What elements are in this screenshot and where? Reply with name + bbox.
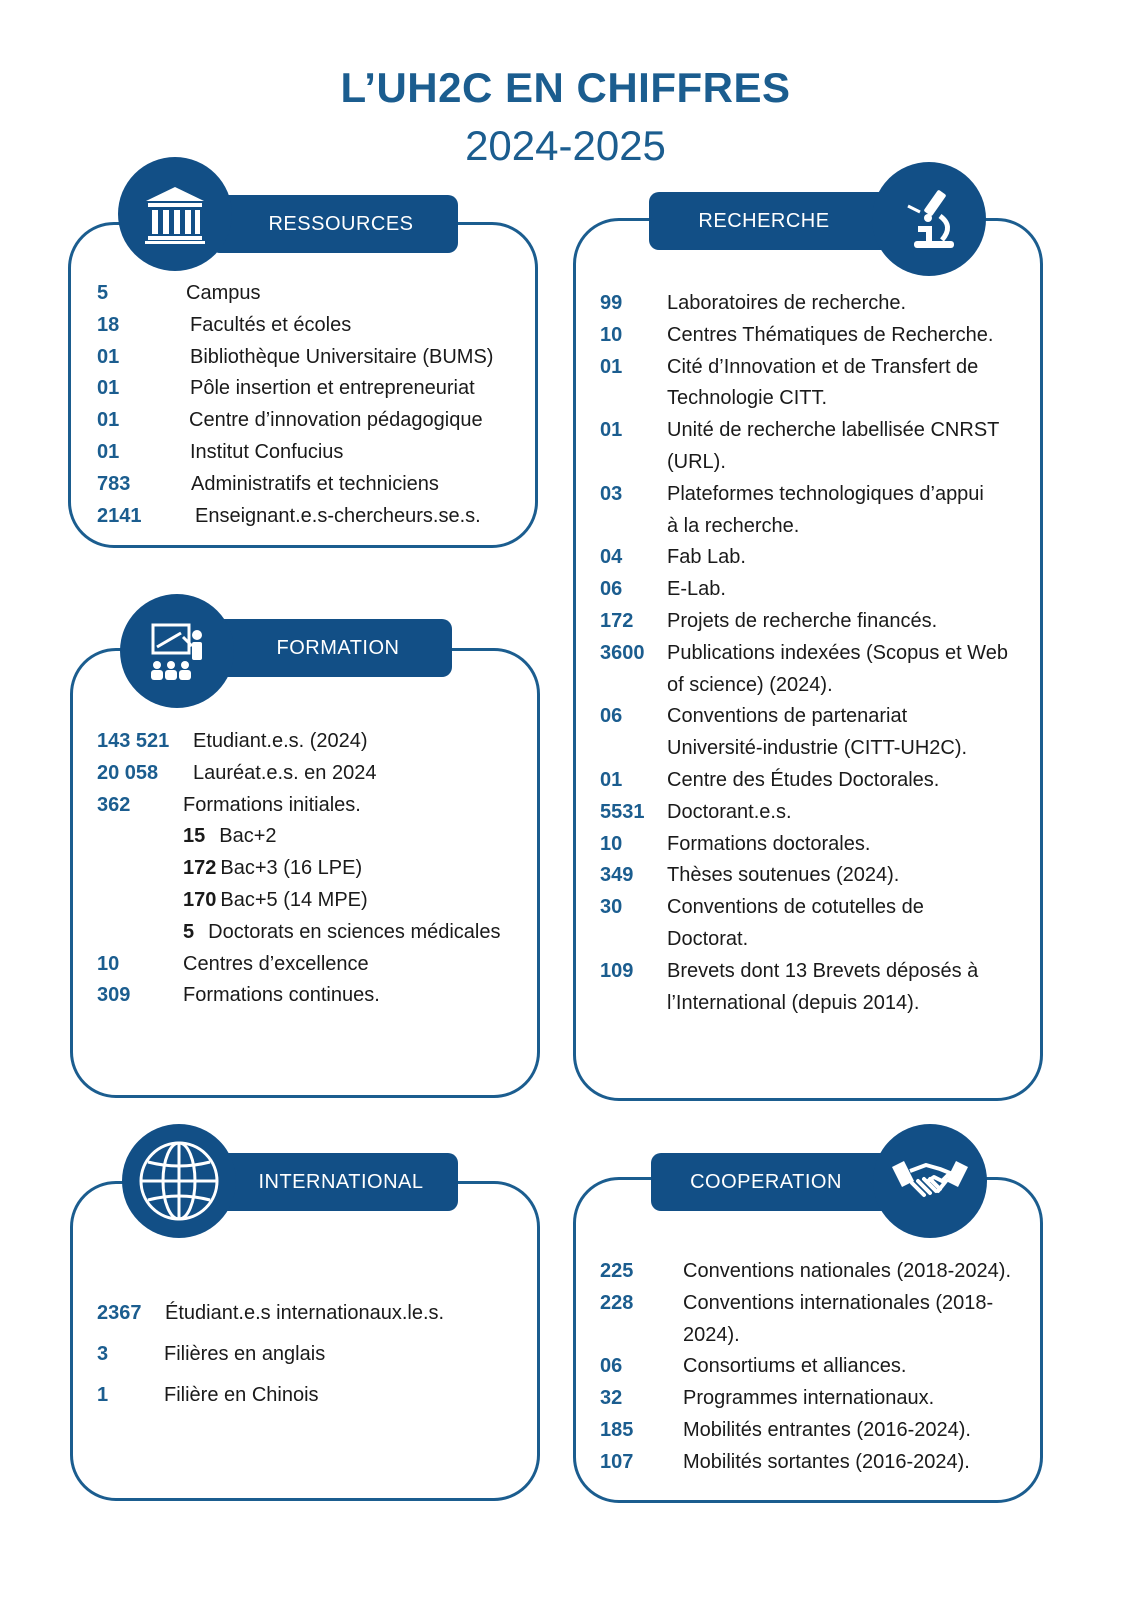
recherche-stat-number: 30 bbox=[600, 896, 623, 919]
recherche-stat-number: 10 bbox=[600, 832, 623, 855]
formation-sub-row bbox=[97, 885, 527, 917]
ressources-row bbox=[97, 469, 527, 501]
international-stat-number: 3 bbox=[97, 1343, 109, 1365]
recherche-row bbox=[600, 479, 1036, 511]
recherche-stat-label-continued: Doctorat. bbox=[667, 927, 749, 950]
recherche-stat-label: Formations doctorales. bbox=[667, 832, 871, 855]
ressources-stat-number: 01 bbox=[97, 409, 120, 432]
ressources-row bbox=[97, 278, 527, 310]
cooperation-row bbox=[600, 1288, 1040, 1320]
ressources-stat-number: 783 bbox=[97, 472, 131, 495]
formation-list bbox=[97, 726, 527, 1012]
recherche-stat-number: 3600 bbox=[600, 641, 645, 664]
formation-sub-number: 5 bbox=[183, 920, 195, 943]
ressources-stat-number: 01 bbox=[97, 345, 120, 368]
formation-stat-label: Etudiant.e.s. (2024) bbox=[193, 730, 368, 752]
formation-sub-row bbox=[97, 917, 527, 949]
recherche-stat-label: Conventions de cotutelles de bbox=[667, 896, 924, 919]
international-stat-label: Filière en Chinois bbox=[164, 1384, 319, 1406]
recherche-row bbox=[600, 415, 1036, 447]
page-title: L’UH2C EN CHIFFRES bbox=[340, 64, 791, 111]
cooperation-stat-number: 107 bbox=[600, 1450, 634, 1473]
recherche-row-continued bbox=[600, 670, 1036, 702]
formation-sub-row bbox=[97, 853, 527, 885]
formation-sub-row bbox=[97, 821, 527, 853]
ressources-stat-label: Facultés et écoles bbox=[190, 313, 352, 336]
ressources-stat-label: Institut Confucius bbox=[190, 440, 344, 463]
recherche-row bbox=[600, 860, 1036, 892]
international-stat-number: 1 bbox=[97, 1384, 109, 1406]
cooperation-stat-label: Consortiums et alliances. bbox=[683, 1355, 907, 1378]
recherche-stat-label: Unité de recherche labellisée CNRST bbox=[667, 419, 1000, 442]
ressources-row bbox=[97, 501, 527, 533]
cooperation-stat-label: Mobilités sortantes (2016-2024). bbox=[683, 1450, 970, 1473]
recherche-row-continued bbox=[600, 511, 1036, 543]
recherche-row bbox=[600, 701, 1036, 733]
ressources-row bbox=[97, 437, 527, 469]
recherche-stat-label: E-Lab. bbox=[667, 578, 726, 601]
international-stat-label: Étudiant.e.s internationaux.le.s. bbox=[165, 1302, 445, 1324]
ressources-stat-label: Pôle insertion et entrepreneuriat bbox=[190, 377, 475, 400]
formation-row bbox=[97, 980, 527, 1012]
formation-sub-number: 170 bbox=[183, 888, 217, 911]
banner-formation-label: FORMATION bbox=[276, 636, 400, 659]
formation-stat-number: 309 bbox=[97, 984, 131, 1007]
recherche-row bbox=[600, 956, 1036, 988]
recherche-stat-number: 01 bbox=[600, 768, 623, 791]
international-row bbox=[97, 1298, 527, 1339]
ressources-row bbox=[97, 405, 527, 437]
international-row bbox=[97, 1380, 527, 1421]
cooperation-stat-label: Programmes internationaux. bbox=[683, 1387, 935, 1410]
formation-row bbox=[97, 758, 527, 790]
recherche-stat-label: Thèses soutenues (2024). bbox=[667, 864, 900, 887]
page-subtitle-year: 2024-2025 bbox=[465, 122, 666, 169]
microscope-icon bbox=[872, 162, 986, 276]
recherche-stat-number: 10 bbox=[600, 323, 623, 346]
recherche-stat-number: 06 bbox=[600, 705, 623, 728]
recherche-row bbox=[600, 288, 1036, 320]
recherche-row bbox=[600, 320, 1036, 352]
cooperation-row bbox=[600, 1447, 1040, 1479]
globe-icon bbox=[122, 1124, 236, 1238]
formation-sub-label: Bac+5 (14 MPE) bbox=[220, 888, 368, 911]
recherche-list bbox=[600, 288, 1036, 1019]
banner-cooperation bbox=[651, 1153, 903, 1211]
institution-icon bbox=[118, 157, 232, 271]
cooperation-row bbox=[600, 1415, 1040, 1447]
recherche-stat-label: Doctorant.e.s. bbox=[667, 800, 792, 823]
international-row bbox=[97, 1339, 527, 1380]
recherche-row bbox=[600, 765, 1036, 797]
handshake-icon bbox=[873, 1124, 987, 1238]
recherche-stat-label: Fab Lab. bbox=[667, 546, 746, 569]
formation-row bbox=[97, 790, 527, 822]
recherche-row-continued bbox=[600, 733, 1036, 765]
recherche-stat-label: Laboratoires de recherche. bbox=[667, 292, 907, 314]
ressources-stat-label: Campus bbox=[186, 282, 261, 304]
formation-sub-label: Bac+2 bbox=[219, 825, 277, 848]
recherche-row bbox=[600, 638, 1036, 670]
recherche-stat-label-continued: à la recherche. bbox=[667, 514, 800, 537]
banner-recherche bbox=[649, 192, 901, 250]
recherche-row bbox=[600, 352, 1036, 384]
recherche-stat-number: 349 bbox=[600, 864, 634, 887]
ressources-row bbox=[97, 310, 527, 342]
recherche-stat-label-continued: of science) (2024). bbox=[667, 673, 833, 696]
recherche-stat-label-continued: Technologie CITT. bbox=[667, 387, 828, 410]
recherche-stat-label: Publications indexées (Scopus et Web bbox=[667, 641, 1008, 664]
recherche-stat-label: Projets de recherche financés. bbox=[667, 609, 938, 632]
recherche-row-continued bbox=[600, 988, 1036, 1020]
recherche-row bbox=[600, 797, 1036, 829]
cooperation-stat-label: Conventions internationales (2018- bbox=[683, 1291, 994, 1314]
recherche-stat-number: 01 bbox=[600, 419, 623, 442]
ressources-stat-label: Centre d’innovation pédagogique bbox=[189, 409, 483, 432]
cooperation-stat-number: 32 bbox=[600, 1387, 623, 1410]
recherche-row-continued bbox=[600, 924, 1036, 956]
formation-stat-number: 10 bbox=[97, 952, 120, 975]
banner-international bbox=[210, 1153, 458, 1211]
banner-formation bbox=[210, 619, 452, 677]
international-stat-number: 2367 bbox=[97, 1302, 142, 1324]
cooperation-stat-label: Mobilités entrantes (2016-2024). bbox=[683, 1418, 971, 1441]
recherche-stat-number: 109 bbox=[600, 959, 634, 982]
formation-stat-number: 143 521 bbox=[97, 730, 170, 752]
recherche-row-continued bbox=[600, 383, 1036, 415]
formation-stat-label: Formations continues. bbox=[183, 984, 380, 1007]
cooperation-stat-number: 185 bbox=[600, 1418, 634, 1441]
banner-recherche-label: RECHERCHE bbox=[698, 209, 830, 232]
recherche-row bbox=[600, 892, 1036, 924]
international-stat-label: Filières en anglais bbox=[164, 1343, 326, 1365]
banner-ressources bbox=[210, 195, 458, 253]
ressources-stat-number: 5 bbox=[97, 282, 109, 304]
cooperation-stat-number: 225 bbox=[600, 1260, 634, 1282]
formation-stat-label: Formations initiales. bbox=[183, 793, 361, 816]
formation-row bbox=[97, 726, 527, 758]
recherche-stat-number: 04 bbox=[600, 546, 623, 569]
recherche-stat-label: Plateformes technologiques d’appui bbox=[667, 482, 984, 505]
cooperation-row bbox=[600, 1383, 1040, 1415]
cooperation-stat-label: Conventions nationales (2018-2024). bbox=[683, 1260, 1011, 1282]
recherche-stat-label-continued: (URL). bbox=[667, 450, 726, 473]
recherche-stat-number: 06 bbox=[600, 578, 623, 601]
recherche-stat-number: 99 bbox=[600, 292, 623, 314]
formation-stat-number: 362 bbox=[97, 793, 131, 816]
recherche-stat-label: Centre des Études Doctorales. bbox=[667, 768, 940, 791]
cooperation-list bbox=[600, 1256, 1040, 1479]
recherche-stat-number: 5531 bbox=[600, 800, 645, 823]
cooperation-row bbox=[600, 1256, 1040, 1288]
recherche-row bbox=[600, 606, 1036, 638]
ressources-stat-label: Administratifs et techniciens bbox=[191, 472, 439, 495]
recherche-row bbox=[600, 829, 1036, 861]
recherche-stat-label: Conventions de partenariat bbox=[667, 705, 908, 728]
ressources-row bbox=[97, 342, 527, 374]
recherche-stat-number: 03 bbox=[600, 482, 623, 505]
cooperation-stat-label-continued: 2024). bbox=[683, 1323, 740, 1346]
ressources-list bbox=[97, 278, 527, 532]
formation-stat-label: Lauréat.e.s. en 2024 bbox=[193, 761, 377, 784]
ressources-stat-number: 2141 bbox=[97, 504, 142, 527]
formation-sub-label: Bac+3 (16 LPE) bbox=[220, 857, 363, 880]
cooperation-row bbox=[600, 1351, 1040, 1383]
international-list bbox=[97, 1298, 527, 1421]
recherche-stat-label: Centres Thématiques de Recherche. bbox=[667, 323, 994, 346]
cooperation-row-continued bbox=[600, 1320, 1040, 1352]
recherche-stat-number: 01 bbox=[600, 355, 623, 378]
cooperation-stat-number: 06 bbox=[600, 1355, 623, 1378]
ressources-stat-number: 01 bbox=[97, 377, 120, 400]
cooperation-stat-number: 228 bbox=[600, 1291, 634, 1314]
formation-sub-label: Doctorats en sciences médicales bbox=[208, 920, 501, 943]
recherche-stat-label: Brevets dont 13 Brevets déposés à bbox=[667, 959, 979, 982]
ressources-row bbox=[97, 373, 527, 405]
ressources-stat-number: 18 bbox=[97, 313, 120, 336]
recherche-stat-label-continued: Université-industrie (CITT-UH2C). bbox=[667, 737, 968, 760]
recherche-row bbox=[600, 542, 1036, 574]
classroom-icon bbox=[120, 594, 234, 708]
formation-stat-label: Centres d’excellence bbox=[183, 952, 369, 975]
recherche-row bbox=[600, 574, 1036, 606]
formation-row bbox=[97, 949, 527, 981]
banner-ressources-label: RESSOURCES bbox=[268, 212, 414, 235]
recherche-stat-label: Cité d’Innovation et de Transfert de bbox=[667, 355, 979, 378]
formation-stat-number: 20 058 bbox=[97, 761, 159, 784]
ressources-stat-number: 01 bbox=[97, 440, 120, 463]
recherche-stat-number: 172 bbox=[600, 609, 634, 632]
ressources-stat-label: Bibliothèque Universitaire (BUMS) bbox=[190, 345, 494, 368]
formation-sub-number: 172 bbox=[183, 857, 217, 880]
banner-cooperation-label: COOPERATION bbox=[690, 1170, 842, 1193]
banner-international-label: INTERNATIONAL bbox=[258, 1170, 424, 1193]
recherche-row-continued bbox=[600, 447, 1036, 479]
formation-sub-number: 15 bbox=[183, 825, 206, 848]
ressources-stat-label: Enseignant.e.s-chercheurs.se.s. bbox=[195, 504, 481, 527]
recherche-stat-label-continued: l’International (depuis 2014). bbox=[667, 991, 920, 1014]
